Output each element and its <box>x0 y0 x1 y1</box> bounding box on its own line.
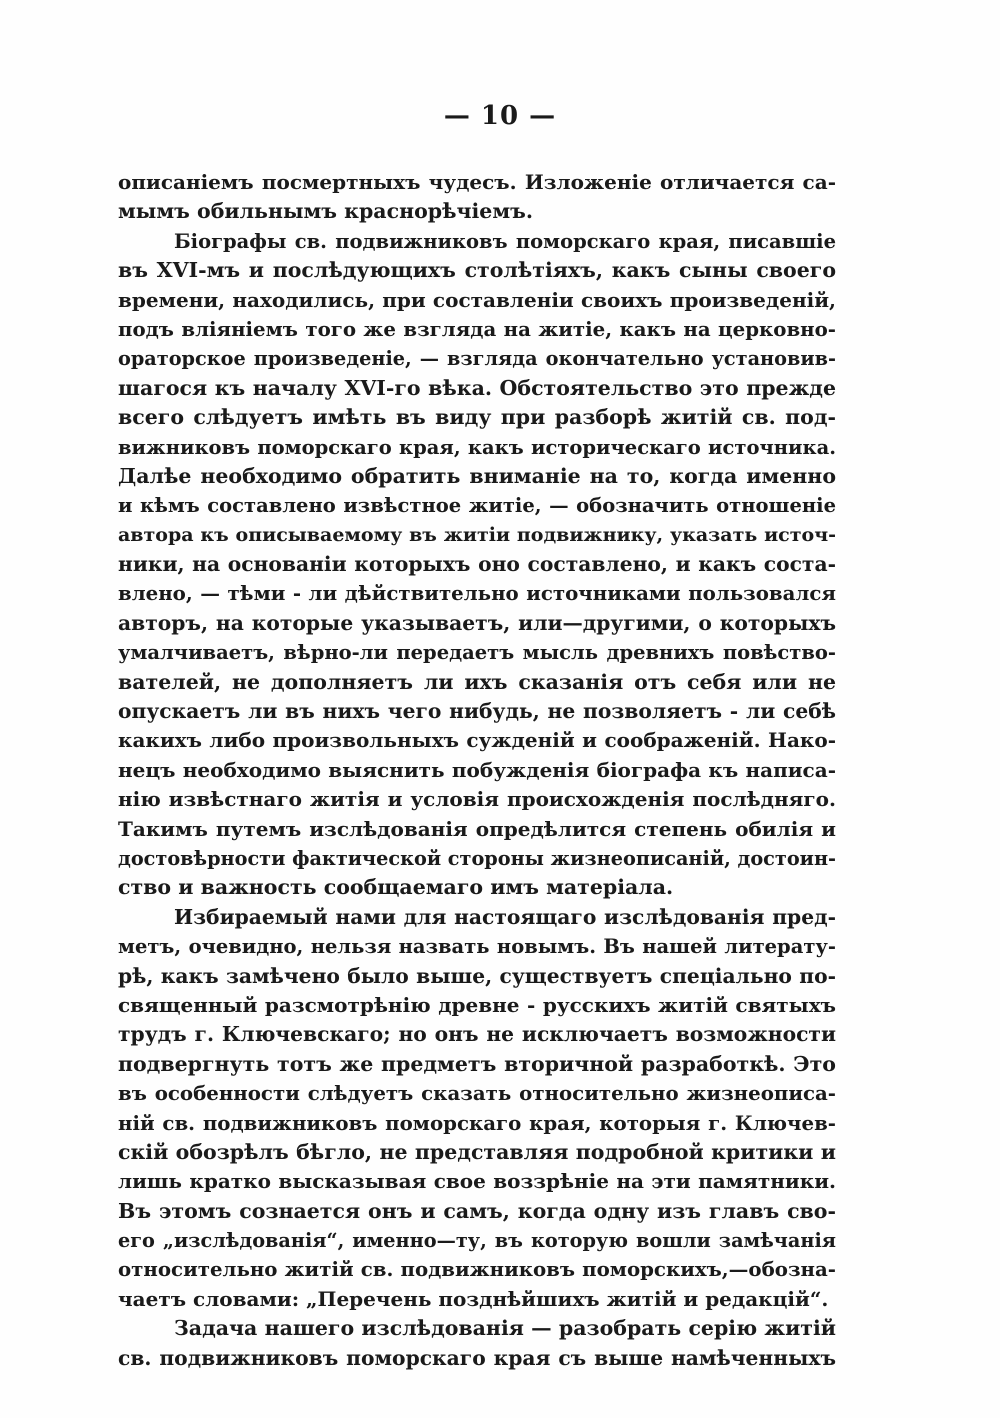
text-line: и кѣмъ составлено извѣстное житіе, — обозначить отношеніе <box>118 494 836 518</box>
text-line: влено, — тѣми - ли дѣйствительно источниками пользовался <box>118 581 836 606</box>
text-line: нецъ необходимо выяснить побужденія біографа къ написа- <box>118 757 836 782</box>
text-line: Такимъ путемъ изслѣдованія опредѣлится степень обилія и <box>118 816 836 841</box>
text-line: опускаетъ ли въ нихъ чего нибудь, не позволяетъ - ли себѣ <box>118 699 836 724</box>
text-line: въ особенности слѣдуетъ сказать относительно жизнеописа- <box>118 1081 836 1106</box>
text-line: ство и важность сообщаемаго имъ матеріала. <box>118 875 674 900</box>
text-line: ораторское произведеніе, — взгляда окончательно установив- <box>118 347 836 371</box>
page-number: — 10 — <box>443 101 557 131</box>
text-line: въ XVI-мъ и послѣдующихъ столѣтіяхъ, какъ сыны своего <box>118 258 836 283</box>
text-line: авторъ, на которые указываетъ, или—другими, о которыхъ <box>118 610 836 635</box>
text-line: его „изслѣдованія“, именно—ту, въ которую вошли замѣчанія <box>118 1229 836 1253</box>
text-line: ники, на основаніи которыхъ оно составлено, и какъ соста- <box>118 552 836 577</box>
text-line: какихъ либо произвольныхъ сужденій и соображеній. Нако- <box>118 728 836 753</box>
text-line: метъ, очевидно, нельзя назвать новымъ. Въ нашей литерату- <box>118 935 836 959</box>
text-line: Избираемый нами для настоящаго изслѣдованія пред- <box>174 904 836 929</box>
text-line: священный разсмотрѣнію древне - русскихъ житій святыхъ <box>118 992 836 1017</box>
text-line: описаніемъ посмертныхъ чудесъ. Изложеніе отличается са- <box>118 170 836 194</box>
text-line: Далѣе необходимо обратить вниманіе на то, когда именно <box>118 463 836 488</box>
text-line: ній св. подвижниковъ поморскаго края, которыя г. Ключев- <box>118 1110 836 1135</box>
text-line: подвергнуть тотъ же предметъ вторичной разработкѣ. Это <box>118 1051 836 1076</box>
text-line: всего слѣдуетъ имѣть въ виду при разборѣ житій св. под- <box>118 405 836 430</box>
text-line: св. подвижниковъ поморскаго края съ выше намѣченныхъ <box>118 1345 836 1370</box>
text-line: шагося къ началу XVI-го вѣка. Обстоятельство это прежде <box>118 375 836 400</box>
text-line: лишь кратко высказывая свое воззрѣніе на эти памятники. <box>118 1169 836 1194</box>
text-line: Въ этомъ сознается онъ и самъ, когда одну изъ главъ сво- <box>118 1198 836 1223</box>
text-line: достовѣрности фактической стороны жизнеописаній, достоин- <box>118 846 836 870</box>
text-line: Біографы св. подвижниковъ поморскаго края, писавшіе <box>174 229 836 253</box>
text-line: нію извѣстнаго житія и условія происхожденія послѣдняго. <box>118 787 836 812</box>
text-line: вижниковъ поморскаго края, какъ историческаго источника. <box>118 435 836 459</box>
body-text <box>118 168 836 1373</box>
text-line: рѣ, какъ замѣчено было выше, существуетъ спеціально по- <box>118 963 836 988</box>
text-line: чаетъ словами: „Перечень позднѣйшихъ житій и редакцій“. <box>118 1286 829 1311</box>
text-line: скій обозрѣлъ бѣгло, не представляя подробной критики и <box>118 1139 836 1164</box>
text-line: подъ вліяніемъ того же взгляда на житіе, какъ на церковно- <box>118 316 836 341</box>
text-line: Задача нашего изслѣдованія — разобрать серію житій <box>174 1316 836 1341</box>
text-line: относительно житій св. подвижниковъ поморскихъ,—обозна- <box>118 1257 836 1282</box>
text-line: вателей, не дополняетъ ли ихъ сказанія отъ себя или не <box>118 669 836 694</box>
text-line: трудъ г. Ключевскаго; но онъ не исключаетъ возможности <box>118 1022 836 1047</box>
text-line: мымъ обильнымъ краснорѣчіемъ. <box>118 199 534 224</box>
text-line: умалчиваетъ, вѣрно-ли передаетъ мысль древнихъ повѣство- <box>118 641 836 665</box>
text-line: времени, находились, при составленіи своихъ произведеній, <box>118 287 836 312</box>
text-line: автора къ описываемому въ житіи подвижнику, указать источ- <box>118 523 836 546</box>
